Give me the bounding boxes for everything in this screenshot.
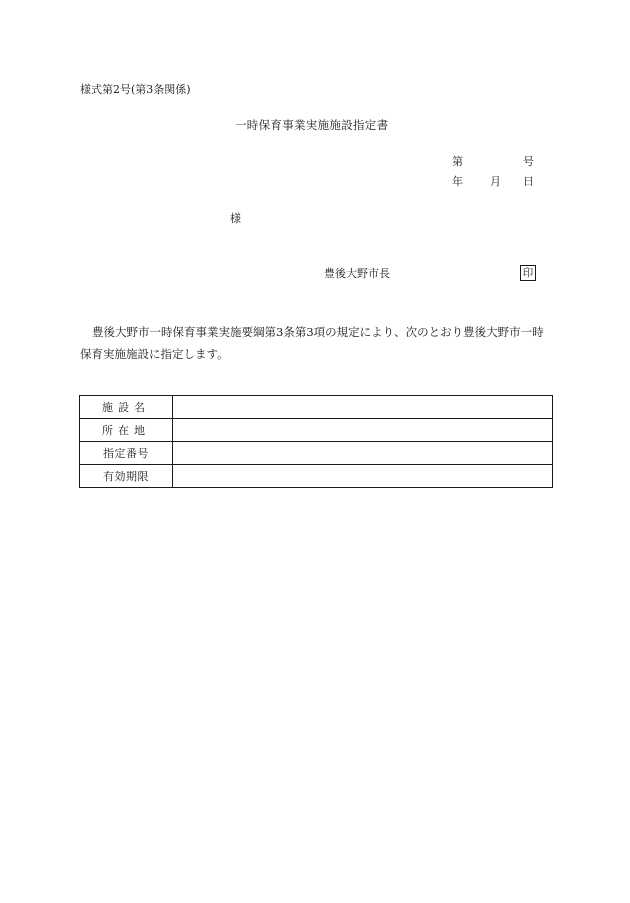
expiry-date-value	[173, 465, 553, 488]
table-row	[80, 396, 553, 419]
facility-name-value	[173, 396, 553, 419]
table-row	[80, 465, 553, 488]
designation-number-value	[173, 442, 553, 465]
expiry-date-label: 有効期限	[80, 465, 173, 488]
table-row	[80, 442, 553, 465]
designation-number-label: 指定番号	[80, 442, 173, 465]
date-month-label: 月	[490, 175, 501, 188]
location-value	[173, 419, 553, 442]
addressee-honorific: 様	[230, 212, 241, 225]
date-day-label: 日	[523, 175, 534, 188]
table-row	[80, 419, 553, 442]
body-text: 豊後大野市一時保育事業実施要綱第3条第3項の規定により、次のとおり豊後大野市一時保育実施施設に指定します。	[80, 325, 544, 361]
body-paragraph	[80, 321, 555, 365]
issuer-name: 豊後大野市長	[324, 267, 390, 280]
number-suffix: 号	[523, 155, 534, 168]
document-title: 一時保育事業実施施設指定書	[235, 118, 389, 132]
seal-mark: 印	[520, 265, 536, 281]
number-prefix: 第	[452, 155, 463, 168]
location-label: 所在地	[80, 419, 173, 442]
designation-table	[79, 395, 553, 488]
date-year-label: 年	[452, 175, 463, 188]
facility-name-label: 施設名	[80, 396, 173, 419]
form-number: 様式第2号(第3条関係)	[80, 83, 191, 96]
